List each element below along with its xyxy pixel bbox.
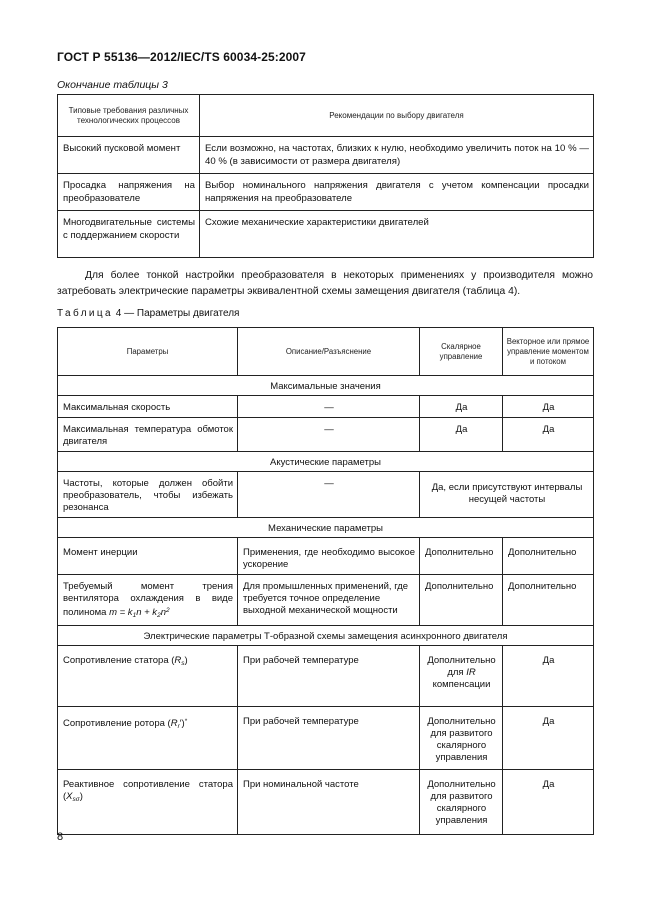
table-row — [58, 174, 594, 211]
table4-cell-scalar: Да — [420, 396, 503, 418]
table4-cell-merged-value: Да, если присутствуют интервалы несущей частоты — [420, 472, 594, 518]
symbol-subscript: r — [177, 723, 180, 730]
table4-cell-param: Частоты, которые должен обойти преобразователь, чтобы избежать резонанса — [58, 472, 238, 518]
table-row — [58, 418, 594, 452]
table3-header-recommendations: Рекомендации по выбору двигателя — [200, 95, 594, 137]
body-paragraph: Для более тонкой настройки преобразователя в некоторых применениях у производителя можно затребовать электрические параметры эквивалентной схемы замещения двигателя (таблица 4). — [57, 270, 593, 297]
table4-cell-param: Сопротивление статора $(R_s)$ — [58, 646, 238, 707]
table4-section-max-values: Максимальные значения — [58, 376, 594, 396]
table4-param-text: Требуемый момент трения вентилятора охлаждения в виде полинома — [63, 581, 233, 618]
table4-section-acoustic: Акустические параметры — [58, 452, 594, 472]
table3-cell-requirement: Многодвигательные системы с поддержанием скорости — [58, 211, 200, 258]
table4-caption-label: Таблица — [57, 308, 114, 319]
table3-cell-recommendation: Если возможно, на частотах, близких к нулю, необходимо увеличить поток на 10 % — 40 % (в зависимости от размера двигателя) — [200, 137, 594, 174]
table4-cell-vector: Да — [503, 646, 594, 707]
table-row — [58, 472, 594, 518]
table4-param-text: Реактивное сопротивление статора — [63, 779, 233, 790]
scalar-ir: IR — [466, 667, 476, 678]
table4-cell-desc: При номинальной частоте — [238, 770, 420, 835]
formula-part: n — [160, 607, 166, 618]
formula-part: n + k — [136, 607, 158, 618]
table4-section-mechanical: Механические параметры — [58, 518, 594, 538]
scalar-text: Дополнительно для — [427, 655, 496, 678]
formula-part: m = k — [109, 607, 133, 618]
table4-cell-param: Реактивное сопротивление статора $(X_{s\sigma})$ — [58, 770, 238, 835]
symbol-prime: ′ — [179, 718, 182, 729]
table-row — [58, 538, 594, 575]
table-3 — [57, 94, 594, 258]
table4-caption — [57, 308, 239, 319]
table4-cell-desc: Для промышленных применений, где требуется точное определение выходной механической мощности — [238, 575, 420, 626]
table4-cell-scalar: Дополнительно для развитого скалярного управления — [420, 707, 503, 770]
table-row — [58, 646, 594, 707]
table4-cell-desc: — — [238, 418, 420, 452]
table4-cell-vector: Да — [503, 396, 594, 418]
table4-cell-vector: Дополнительно — [503, 538, 594, 575]
table4-cell-param: Сопротивление ротора $(R_r')^*$ — [58, 707, 238, 770]
footnote-marker: * — [184, 718, 188, 725]
table4-header-scalar: Скалярное управление — [420, 328, 503, 376]
table4-header-parameters: Параметры — [58, 328, 238, 376]
table3-header-requirements: Типовые требования различных технологических процессов — [58, 95, 200, 137]
table4-cell-desc: — — [238, 472, 420, 518]
table4-cell-vector: Дополнительно — [503, 575, 594, 626]
table4-cell-desc: Применения, где необходимо высокое ускорение — [238, 538, 420, 575]
table-row — [58, 396, 594, 418]
formula-subscript: 2 — [157, 612, 161, 619]
table-4 — [57, 327, 594, 835]
scalar-text: компенсации — [432, 679, 491, 690]
table4-cell-scalar: Дополнительно — [420, 575, 503, 626]
table4-cell-scalar — [420, 646, 503, 707]
table4-param-text: Сопротивление статора — [63, 655, 169, 666]
table4-section-row — [58, 518, 594, 538]
table-row — [58, 137, 594, 174]
friction-formula — [109, 607, 170, 618]
table3-cell-requirement: Просадка напряжения на преобразователе — [58, 174, 200, 211]
table4-cell-vector: Да — [503, 418, 594, 452]
symbol: X — [66, 791, 73, 802]
symbol-subscript: s — [181, 660, 185, 667]
table4-cell-param: Максимальная температура обмоток двигателя — [58, 418, 238, 452]
table4-header-row — [58, 328, 594, 376]
table4-cell-scalar: Дополнительно для развитого скалярного управления — [420, 770, 503, 835]
table3-continuation-caption: Окончание таблицы 3 — [57, 79, 168, 91]
formula-superscript: 2 — [165, 607, 170, 614]
table4-cell-desc: При рабочей температуре — [238, 646, 420, 707]
table3-cell-recommendation: Схожие механические характеристики двигателей — [200, 211, 594, 258]
table4-cell-vector: Да — [503, 707, 594, 770]
page-number: 8 — [57, 831, 64, 843]
document-header: ГОСТ Р 55136—2012/IEC/TS 60034-25:2007 — [57, 50, 306, 64]
table4-cell-param: Момент инерции — [58, 538, 238, 575]
table4-section-row — [58, 626, 594, 646]
table4-header-description: Описание/Разъяснение — [238, 328, 420, 376]
symbol: R — [174, 655, 182, 666]
table4-section-row — [58, 376, 594, 396]
table4-cell-desc: — — [238, 396, 420, 418]
table4-section-row — [58, 452, 594, 472]
table4-cell-param — [58, 575, 238, 626]
symbol: R — [170, 718, 178, 729]
table3-cell-recommendation: Выбор номинального напряжения двигателя с учетом компенсации просадки напряжения на преобразователе — [200, 174, 594, 211]
table4-cell-param: Максимальная скорость — [58, 396, 238, 418]
table4-cell-scalar: Да — [420, 418, 503, 452]
table-row — [58, 770, 594, 835]
table4-section-electrical: Электрические параметры Т-образной схемы замещения асинхронного двигателя — [58, 626, 594, 646]
table4-cell-vector: Да — [503, 770, 594, 835]
table4-cell-desc: При рабочей температуре — [238, 707, 420, 770]
table-row — [58, 575, 594, 626]
table3-cell-requirement: Высокий пусковой момент — [58, 137, 200, 174]
table-row — [58, 707, 594, 770]
formula-subscript: 1 — [132, 612, 137, 619]
table-row — [58, 211, 594, 258]
symbol-subscript: sσ — [72, 796, 80, 803]
table3-header-row — [58, 95, 594, 137]
table4-header-vector: Векторное или прямое управление моментом и потоком — [503, 328, 594, 376]
table4-cell-scalar: Дополнительно — [420, 538, 503, 575]
table4-caption-text: 4 — Параметры двигателя — [115, 308, 240, 319]
table4-param-text: Сопротивление ротора — [63, 718, 165, 729]
